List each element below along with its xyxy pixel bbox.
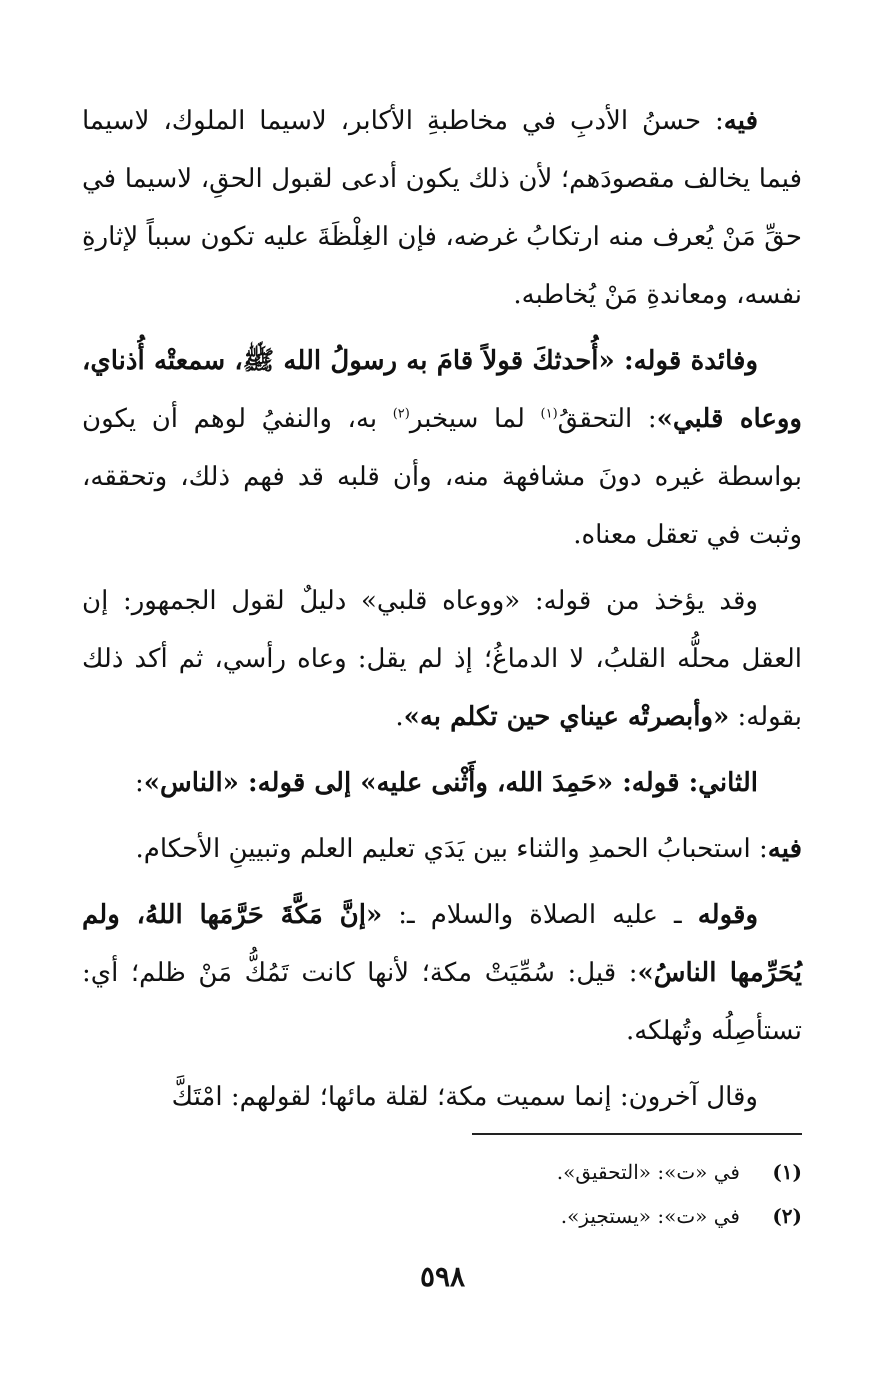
paragraph-4-heading: الثاني: قوله: «حَمِدَ الله، وأَثْنى عليه» إلى قوله: «الناس»	[143, 768, 758, 798]
paragraph-1-text: : حسنُ الأدبِ في مخاطبةِ الأكابر، لاسيما الملوك، لاسيما فيما يخالف مقصودَهم؛ لأن ذلك يكون أدعى لقبول الحقِ، لاسيما في حقِّ مَنْ يُعرف منه ارتكابُ غرضه، فإن الغِلْظَةَ عليه تكون سبباً لإثارةِ نفسه، ومعاندةِ مَنْ يُخاطبه.	[82, 106, 802, 310]
footnote-1	[82, 1150, 802, 1194]
paragraph-1-lead: فيه	[723, 106, 758, 136]
footnote-2	[82, 1194, 802, 1238]
paragraph-1	[82, 92, 802, 324]
paragraph-2-text-c: به، والنفيُ لوهم أن يكون بواسطة غيره دونَ مشافهة منه، وأن قلبه قد فهم ذلك، وتحققه، وثبت في تعقل معناه.	[82, 404, 802, 550]
paragraph-5-text: : استحبابُ الحمدِ والثناء بين يَدَي تعليم العلم وتبيينِ الأحكام.	[135, 834, 768, 864]
footnote-2-number: (٢)	[772, 1204, 802, 1228]
paragraph-3-text-a: وقد يؤخذ من قوله: «ووعاه قلبي» دليلٌ لقول الجمهور: إن العقل محلُّه القلبُ، لا الدماغُ؛ إذ لم يقل: وعاه رأسي، ثم أكد ذلك بقوله:	[82, 586, 802, 732]
footnote-ref-1[interactable]: (١)	[540, 406, 558, 422]
footnote-ref-2[interactable]: (٢)	[392, 406, 410, 422]
paragraph-6-text-a: ـ عليه الصلاة والسلام ـ:	[382, 900, 698, 930]
paragraph-6-lead: وقوله	[697, 900, 758, 930]
footnote-1-number: (١)	[772, 1160, 802, 1184]
paragraph-6-quote: «إنَّ مَكَّةَ حَرَّمَها اللهُ، ولم يُحَرِّمها الناسُ»	[82, 900, 802, 988]
page-body	[82, 92, 802, 1126]
paragraph-2-text-b: لما سيخبر	[409, 404, 541, 434]
page-number: ٥٩٨	[419, 1260, 466, 1293]
paragraph-7	[82, 1068, 802, 1126]
paragraph-2	[82, 332, 802, 564]
footnotes	[82, 1150, 802, 1238]
paragraph-5	[82, 820, 802, 878]
footnote-1-text: في «ت»: «التحقيق».	[556, 1160, 740, 1184]
paragraph-6-text-b: : قيل: سُمِّيَتْ مكة؛ لأنها كانت تَمُكُّ مَنْ ظلم؛ أي: تستأصِلُه وتُهلكه.	[82, 958, 802, 1046]
paragraph-2-text-a: : التحققُ	[557, 404, 657, 434]
paragraph-6	[82, 886, 802, 1060]
paragraph-4	[82, 754, 802, 812]
paragraph-7-text: وقال آخرون: إنما سميت مكة؛ لقلة مائها؛ لقولهم: امْتَكَّ	[171, 1082, 758, 1112]
footnote-divider	[472, 1133, 802, 1135]
paragraph-2-lead: وفائدة قوله: «أُحدثكَ قولاً قامَ به رسولُ الله ﷺ، سمعتْه أُذناي، ووعاه قلبي»	[82, 346, 802, 434]
footnote-2-text: في «ت»: «يستجيز».	[560, 1204, 740, 1228]
paragraph-3	[82, 572, 802, 746]
paragraph-5-lead: فيه	[767, 834, 802, 864]
paragraph-4-text: :	[135, 768, 144, 798]
paragraph-3-quote: «وأبصرتْه عيناي حين تكلم به»	[403, 702, 730, 732]
paragraph-3-text-b: .	[395, 702, 404, 732]
